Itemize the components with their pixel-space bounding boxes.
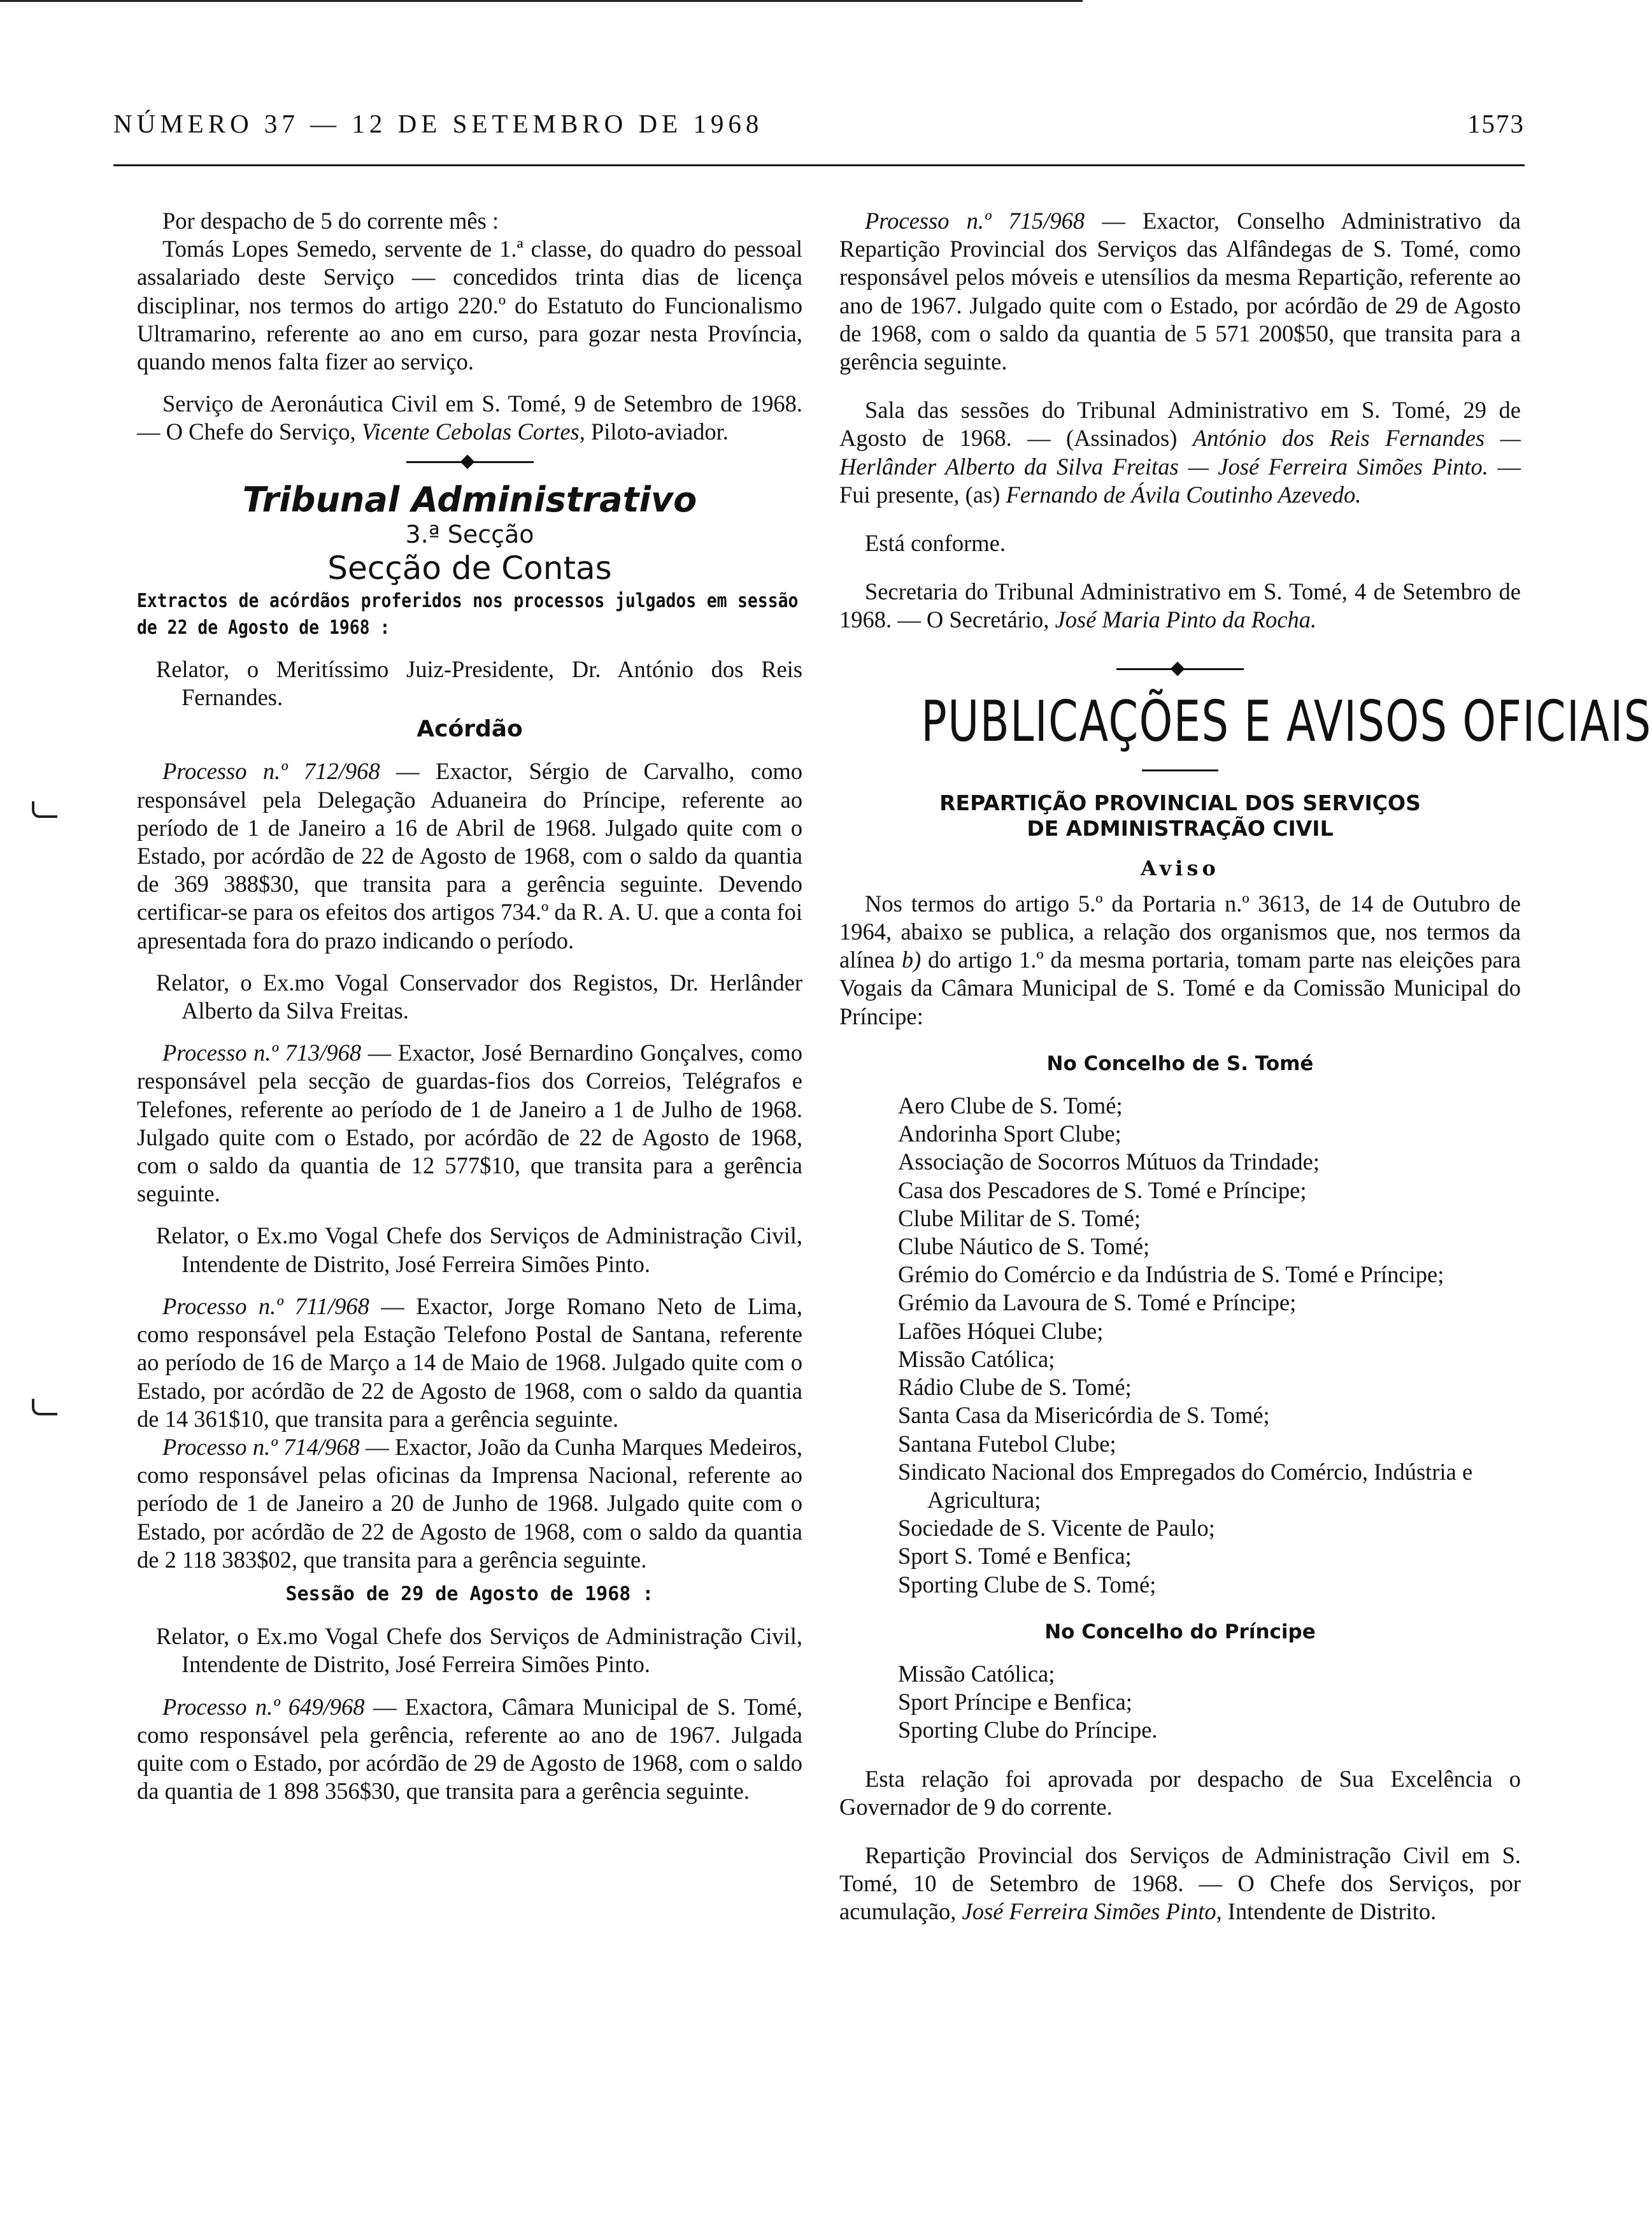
extractos-heading: Extractos de acórdãos proferidos nos processos julgados em sessão de 22 de Agosto de 1968 : — [137, 589, 799, 639]
page-header — [113, 108, 1525, 147]
processo-text: — Exactor, Jorge Romano Neto de Lima, como responsável pela Estação Telefono Postal de Santana, referente ao período de 16 de Março a 14 de Maio de 1968. Julgado quite com o Estado, por acórdão de 22 de Agosto de 1968, com o saldo da quantia de 14 361$10, que transita para a gerência seguinte. — [137, 1292, 802, 1432]
sessao-heading: Sessão de 29 de Agosto de 1968 : — [285, 1582, 654, 1605]
list-item: Sindicato Nacional dos Empregados do Comércio, Indústria e Agricultura; — [898, 1458, 1473, 1513]
secretaria-name: José Maria Pinto da Rocha. — [1055, 606, 1317, 633]
header-rule — [113, 164, 1525, 166]
final-text: Repartição Provincial dos Serviços de Administração Civil em S. Tomé, 10 de Setembro de 1968. — O Chefe dos Serviços, por acumulação, — [839, 1842, 1521, 1925]
sala-names: António dos Reis Fernandes — Herlânder Alberto da Silva Freitas — José Ferreira Simões Pinto. — [839, 425, 1521, 480]
conforme-line: Está conforme. — [865, 530, 1006, 557]
processo-label: Processo n.º 715/968 — [865, 208, 1085, 234]
divider-diamond — [460, 454, 474, 469]
divider-diamond — [1171, 661, 1185, 676]
aprovada-line: Esta relação foi aprovada por despacho de Sua Excelência o Governador de 9 do corrente. — [839, 1765, 1521, 1820]
secretaria-signature — [839, 578, 1521, 634]
aviso-text-post: do artigo 1.º da mesma portaria, tomam parte nas eleições para Vogais da Câmara Municipal de S. Tomé e da Comissão Municipal do Príncipe: — [839, 947, 1521, 1029]
list-item: Santana Futebol Clube; — [898, 1430, 1116, 1457]
relator-line: Relator, o Meritíssimo Juiz-Presidente, Dr. António dos Reis Fernandes. — [156, 655, 802, 711]
concelho-heading: No Concelho de S. Tomé — [1046, 1052, 1314, 1075]
publicacoes-title: PUBLICAÇÕES E AVISOS OFICIAIS — [921, 688, 1652, 754]
final-role: Intendente de Distrito. — [1227, 1898, 1437, 1925]
processo-text: — Exactor, Conselho Administrativo da Repartição Provincial dos Serviços das Alfândegas de S. Tomé, como responsável pelos móveis e utensílios da mesma Repartição, referente ao ano de 1967. Julgado quite com o Estado, por acórdão de 29 de Agosto de 1968, com o saldo da quantia de 5 571 200$50, que transita para a gerência seguinte. — [839, 208, 1521, 375]
list-item: Aero Clube de S. Tomé; — [898, 1092, 1123, 1119]
list-item: Missão Católica; — [898, 1660, 1055, 1687]
relator-line: Relator, o Ex.mo Vogal Chefe dos Serviços de Administração Civil, Intendente de Distrito, José Ferreira Simões Pinto. — [156, 1623, 802, 1678]
processo-entry — [137, 1693, 802, 1806]
sala-signature — [839, 396, 1521, 509]
margin-mark — [32, 1399, 57, 1415]
servico-text: Serviço de Aeronáutica Civil em S. Tomé, 9 de Setembro de 1968. — O Chefe do Serviço, — [137, 390, 802, 445]
aviso-text-pre: Nos termos do artigo 5.º da Portaria n.º 3613, de 14 de Outubro de 1964, abaixo se publica, a relação dos organismos que, nos termos da alínea — [839, 890, 1521, 973]
processo-label: Processo n.º 711/968 — [162, 1292, 369, 1319]
aviso-heading: Aviso — [1141, 855, 1220, 880]
aviso-body — [839, 890, 1521, 1031]
processo-entry — [137, 1039, 802, 1208]
servico-signature — [137, 390, 802, 446]
list-item: Grémio da Lavoura de S. Tomé e Príncipe; — [898, 1289, 1297, 1316]
list-item: Casa dos Pescadores de S. Tomé e Príncipe; — [898, 1177, 1307, 1203]
processo-text: — Exactor, Sérgio de Carvalho, como responsável pela Delegação Aduaneira do Príncipe, referente ao período de 1 de Janeiro a 16 de Abril de 1968. Julgado quite com o Estado, por acórdão de 22 de Agosto de 1968, com o saldo da quantia de 369 388$30, que transita para a gerência seguinte. Devendo certificar-se para os efeitos dos artigos 734.º da R. A. U. que a conta foi apresentada fora do prazo indicando o período. — [137, 758, 802, 954]
title-underline — [1142, 769, 1218, 771]
list-item: Sporting Clube de S. Tomé; — [898, 1571, 1157, 1598]
list-item: Associação de Socorros Mútuos da Trindade; — [898, 1148, 1320, 1175]
section-divider — [406, 455, 534, 468]
right-column — [839, 207, 1652, 1926]
left-column — [137, 207, 802, 1805]
relator-line: Relator, o Ex.mo Vogal Conservador dos Registos, Dr. Herlânder Alberto da Silva Freitas. — [156, 969, 802, 1024]
reparticao-heading-line2: DE ADMINISTRAÇÃO CIVIL — [1027, 815, 1334, 841]
servico-role: Piloto-aviador. — [590, 418, 729, 445]
list-item: Missão Católica; — [898, 1345, 1055, 1372]
issue-line: NÚMERO 37 — 12 DE SETEMBRO DE 1968 — [113, 109, 764, 138]
organismos-list-principe — [839, 1660, 1521, 1745]
servico-name: Vicente Cebolas Cortes, — [361, 418, 585, 445]
relator-line: Relator, o Ex.mo Vogal Chefe dos Serviços de Administração Civil, Intendente de Distrito, José Ferreira Simões Pinto. — [156, 1222, 802, 1277]
processo-label: Processo n.º 712/968 — [162, 758, 380, 785]
list-item: Santa Casa da Misericórdia de S. Tomé; — [898, 1402, 1270, 1429]
final-name: José Ferreira Simões Pinto, — [962, 1898, 1222, 1925]
sala-text: Sala das sessões do Tribunal Administrativo em S. Tomé, 29 de Agosto de 1968. — (Assinados) — [839, 397, 1521, 452]
seccao-number: 3.ª Secção — [405, 520, 534, 548]
processo-label: Processo n.º 714/968 — [162, 1433, 360, 1460]
page-number: 1573 — [1467, 109, 1525, 138]
sala-present: — Fui presente, (as) — [839, 453, 1521, 508]
processo-text: — Exactor, José Bernardino Gonçalves, como responsável pela secção de guardas-fios dos Correios, Telégrafos e Telefones, referente ao período de 1 de Janeiro a 1 de Julho de 1968. Julgado quite com o Estado, por acórdão de 22 de Agosto de 1968, com o saldo da quantia de 12 577$10, que transita para a gerência seguinte. — [137, 1040, 802, 1207]
margin-mark — [32, 801, 57, 818]
processo-entry — [137, 1292, 802, 1433]
aviso-alinea: b) — [901, 947, 922, 973]
processo-text: — Exactor, João da Cunha Marques Medeiros, como responsável pelas oficinas da Imprensa Nacional, referente ao período de 1 de Janeiro a 20 de Junho de 1968. Julgado quite com o Estado, por acórdão de 22 de Agosto de 1968, com o saldo da quantia de 2 118 383$02, que transita para a gerência seguinte. — [137, 1433, 802, 1573]
concelho-heading: No Concelho do Príncipe — [1044, 1620, 1316, 1643]
despacho-intro: Por despacho de 5 do corrente mês : — [162, 208, 499, 234]
list-item: Sport S. Tomé e Benfica; — [898, 1543, 1132, 1570]
processo-label: Processo n.º 713/968 — [162, 1040, 362, 1066]
list-item: Lafões Hóquei Clube; — [898, 1317, 1104, 1344]
secretaria-text: Secretaria do Tribunal Administrativo em S. Tomé, 4 de Setembro de 1968. — O Secretário, — [839, 578, 1521, 633]
section-divider — [1116, 662, 1244, 675]
despacho-body: Tomás Lopes Semedo, servente de 1.ª classe, do quadro do pessoal assalariado deste Serviço — concedidos trinta dias de licença disciplinar, nos termos do artigo 220.º do Estatuto do Funcionalismo Ultramarino, referente ao ano em curso, para gozar nesta Província, quando menos falta fizer ao serviço. — [137, 236, 802, 375]
sala-present-name: Fernando de Ávila Coutinho Azevedo. — [1006, 481, 1362, 508]
list-item: Sociedade de S. Vicente de Paulo; — [898, 1515, 1215, 1542]
list-item: Clube Militar de S. Tomé; — [898, 1205, 1141, 1231]
processo-text: — Exactora, Câmara Municipal de S. Tomé, como responsável pela gerência, referente ao ano de 1967. Julgada quite com o Estado, por acórdão de 29 de Agosto de 1968, com o saldo da quantia de 1 898 356$30, que transita para a gerência seguinte. — [137, 1693, 803, 1805]
processo-entry — [137, 757, 802, 954]
list-item: Rádio Clube de S. Tomé; — [898, 1374, 1132, 1401]
processo-entry — [137, 1433, 802, 1574]
organismos-list-sao-tome — [839, 1092, 1521, 1599]
acordao-heading: Acórdão — [417, 716, 523, 743]
list-item: Grémio do Comércio e da Indústria de S. Tomé e Príncipe; — [898, 1261, 1444, 1288]
seccao-name: Secção de Contas — [327, 549, 612, 587]
reparticao-heading-line1: REPARTIÇÃO PROVINCIAL DOS SERVIÇOS — [939, 790, 1421, 815]
scan-artifact-line — [0, 0, 1083, 2]
tribunal-title: Tribunal Administrativo — [242, 479, 697, 520]
processo-label: Processo n.º 649/968 — [162, 1693, 365, 1720]
list-item: Clube Náutico de S. Tomé; — [898, 1233, 1150, 1260]
list-item: Andorinha Sport Clube; — [898, 1120, 1122, 1147]
list-item: Sport Príncipe e Benfica; — [898, 1689, 1132, 1715]
list-item: Sporting Clube do Príncipe. — [898, 1717, 1158, 1743]
final-signature — [839, 1842, 1521, 1926]
processo-entry — [839, 207, 1521, 376]
